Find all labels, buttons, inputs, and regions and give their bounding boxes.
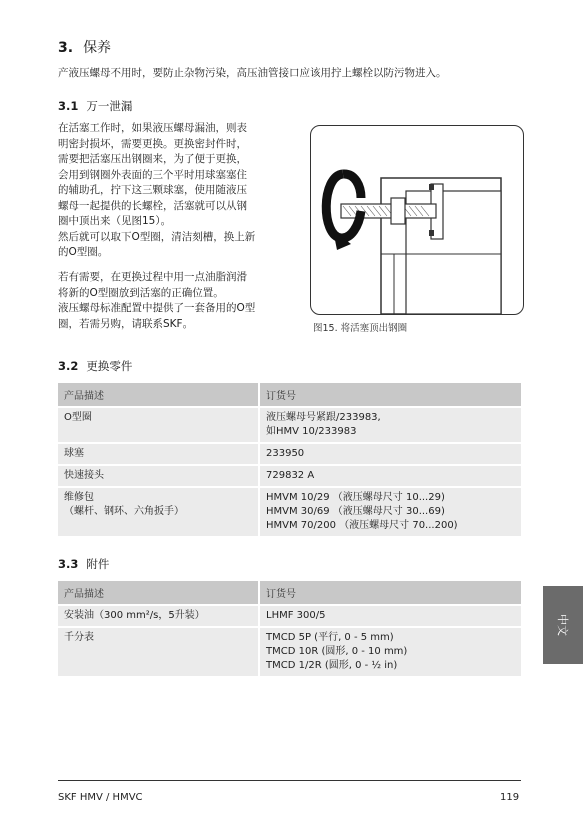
text-line: 将新的O型圈放到活塞的正确位置。 xyxy=(58,286,224,299)
table-row xyxy=(58,407,521,443)
text-line: 的辅助孔，拧下这三颗球塞，使用随液压 xyxy=(58,184,247,196)
intro-text: 产液压螺母不用时，要防止杂物污染，高压油管接口应该用拧上螺栓以防污物进入。 xyxy=(58,67,447,79)
figure-15 xyxy=(310,125,524,315)
cell-line: 液压螺母号紧跟/233983, xyxy=(266,412,381,423)
product-description-cell xyxy=(58,407,259,443)
cell-line: LHMF 300/5 xyxy=(266,610,326,621)
product-description-cell xyxy=(58,443,259,465)
order-number-cell xyxy=(259,443,521,465)
text-line: 螺母一起提供的长螺栓，活塞就可以从钢 xyxy=(58,199,247,212)
language-tab: 中文 xyxy=(543,586,583,664)
cell-line: 快速接头 xyxy=(64,470,104,481)
accessories-table xyxy=(58,581,521,676)
piston-diagram xyxy=(311,126,523,314)
cell-line: 729832 A xyxy=(266,470,315,481)
figure-caption: 图15. 将活塞顶出钢圈 xyxy=(313,323,408,334)
text-line: 圈中顶出来（见图15）。 xyxy=(58,215,172,227)
text-line: 圈，若需另购，请联系SKF。 xyxy=(58,317,194,330)
section-3-1-heading: 3.1 万一泄漏 xyxy=(58,99,133,113)
text-line: 会用到钢圈外表面的三个平时用球塞塞住 xyxy=(58,168,247,181)
parts-table xyxy=(58,383,521,536)
cell-line: （螺杆、钢环、六角扳手） xyxy=(64,506,184,517)
order-number-cell xyxy=(259,627,521,676)
parts-header-desc: 产品描述 xyxy=(58,383,259,407)
cell-line: HMVM 10/29 （液压螺母尺寸 10...29) xyxy=(266,492,445,503)
parts-header-order: 订货号 xyxy=(259,383,521,407)
product-description-cell xyxy=(58,465,259,487)
cell-line: 233950 xyxy=(266,448,305,459)
text-line: 的O型圈。 xyxy=(58,246,109,258)
grease-paragraph xyxy=(58,270,303,332)
section-3-3-heading: 3.3 附件 xyxy=(58,557,110,571)
cell-line: TMCD 5P (平行, 0 - 5 mm) xyxy=(266,632,394,643)
text-line: 在活塞工作时，如果液压螺母漏油，则表 xyxy=(58,122,247,134)
footer-rule xyxy=(58,780,521,781)
order-number-cell xyxy=(259,465,521,487)
order-number-cell xyxy=(259,407,521,443)
cell-line: O型圈 xyxy=(64,412,92,423)
cell-line: HMVM 30/69 （液压螺母尺寸 30...69) xyxy=(266,506,445,517)
cell-line: 安装油（300 mm²/s，5升装） xyxy=(64,610,205,621)
acc-header-desc: 产品描述 xyxy=(58,581,259,605)
section-3-heading: 3. 保养 xyxy=(58,40,112,56)
leak-paragraph xyxy=(58,121,303,261)
order-number-cell xyxy=(259,487,521,536)
cell-line: 球塞 xyxy=(64,448,84,459)
cell-line: 千分表 xyxy=(64,632,94,643)
text-line: 然后就可以取下O型圈，清洁刻槽，换上新 xyxy=(58,230,256,243)
text-line: 若有需要，在更换过程中用一点油脂润滑 xyxy=(58,271,247,283)
cell-line: HMVM 70/200 （液压螺母尺寸 70...200) xyxy=(266,520,458,531)
footer-title: SKF HMV / HMVC xyxy=(58,792,143,803)
table-row xyxy=(58,465,521,487)
table-row xyxy=(58,627,521,676)
section-3-2-heading: 3.2 更换零件 xyxy=(58,359,133,373)
cell-line: 维修包 xyxy=(64,492,94,503)
product-description-cell xyxy=(58,487,259,536)
table-row xyxy=(58,605,521,627)
order-number-cell xyxy=(259,605,521,627)
acc-header-order: 订货号 xyxy=(259,581,521,605)
text-line: 需要把活塞压出钢圈来，为了便于更换， xyxy=(58,153,247,165)
text-line: 液压螺母标准配置中提供了一套备用的O型 xyxy=(58,302,256,314)
product-description-cell xyxy=(58,627,259,676)
table-row xyxy=(58,443,521,465)
cell-line: 如HMV 10/233983 xyxy=(266,426,357,437)
product-description-cell xyxy=(58,605,259,627)
text-line: 明密封损坏，需要更换。更换密封件时， xyxy=(58,137,247,150)
cell-line: TMCD 1/2R (圆形, 0 - ½ in) xyxy=(266,660,398,671)
page-number: 119 xyxy=(500,792,520,803)
table-row xyxy=(58,487,521,536)
cell-line: TMCD 10R (圆形, 0 - 10 mm) xyxy=(266,646,408,657)
